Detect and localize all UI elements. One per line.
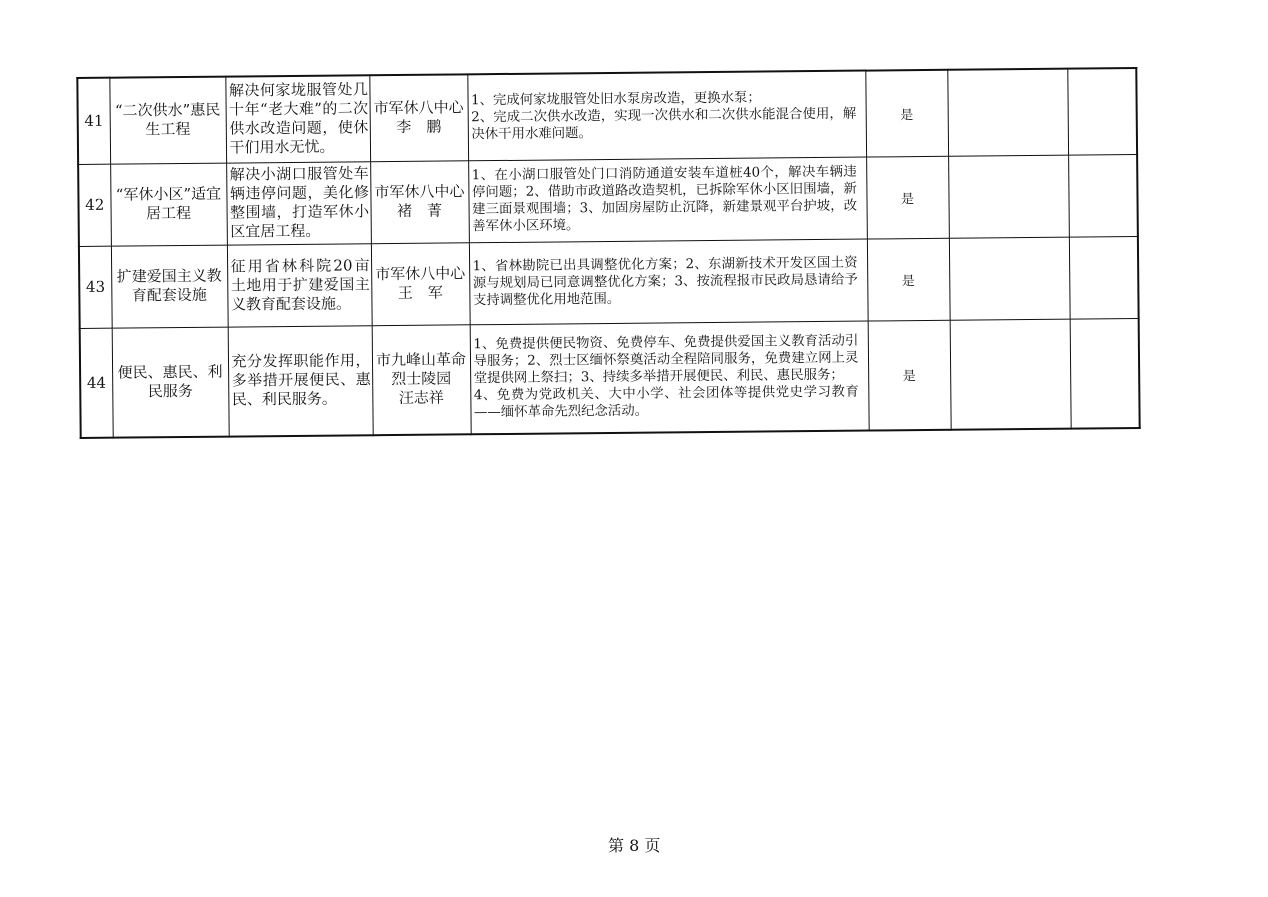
cell-goal: 充分发挥职能作用，多举措开展便民、惠民、利民服务。 (228, 325, 373, 436)
cell-blank (948, 155, 1069, 238)
project-progress-table (76, 67, 1140, 439)
responsible-person: 褚 菁 (396, 201, 443, 220)
cell-progress: 1、省林勘院已出具调整优化方案；2、东湖新技术开发区国土资源与规划局已同意调整优化方案；3、按流程报市民政局恳请给予支持调整优化用地范围。 (469, 239, 868, 325)
cell-number: 42 (78, 164, 111, 246)
cell-blank (947, 69, 1068, 156)
cell-project-name: 扩建爱国主义教育配套设施 (111, 245, 228, 328)
table-row (78, 154, 1138, 246)
cell-progress: 1、在小湖口服管处门口消防通道安装车道桩40个，解决车辆违停问题；2、借助市政道路改造契机，已拆除军休小区旧围墙，新建三面景观围墙；3、加固房屋防止沉降，新建景观平台护坡，改善军休小区环境。 (468, 157, 867, 243)
cell-goal: 解决何家垅服管处几十年“老大难”的二次供水改造问题，使休干们用水无忧。 (225, 75, 370, 162)
cell-number: 43 (79, 246, 112, 328)
cell-number: 44 (80, 328, 113, 438)
responsible-unit: 市军休八中心 (375, 264, 466, 284)
table-row (79, 236, 1139, 328)
cell-blank (1067, 68, 1137, 155)
cell-responsible (369, 74, 468, 161)
cell-blank (949, 237, 1070, 320)
responsible-unit: 市军休八中心 (374, 182, 465, 202)
cell-blank (1069, 236, 1139, 319)
cell-goal: 解决小湖口服管处车辆违停问题，美化修整围墙，打造军休小区宜居工程。 (226, 161, 371, 244)
cell-completed: 是 (868, 320, 951, 431)
cell-goal: 征用省林科院20亩土地用于扩建爱国主义教育配套设施。 (227, 243, 372, 326)
page-number: 第 8 页 (608, 836, 661, 855)
cell-completed: 是 (865, 70, 948, 157)
cell-blank (1068, 154, 1138, 237)
cell-project-name: “军休小区”适宜居工程 (110, 163, 227, 246)
cell-number: 41 (77, 78, 110, 164)
cell-project-name: 便民、惠民、利民服务 (112, 327, 229, 438)
cell-project-name: “二次供水”惠民生工程 (109, 77, 226, 164)
table-row (77, 68, 1137, 164)
responsible-person: 汪志祥 (398, 388, 444, 408)
cell-responsible (371, 242, 470, 325)
cell-blank (1070, 318, 1140, 429)
cell-responsible (372, 324, 471, 435)
cell-completed: 是 (867, 238, 950, 321)
responsible-unit: 市九峰山革命烈士陵园 (375, 350, 467, 389)
table-row (80, 318, 1140, 438)
cell-completed: 是 (866, 156, 949, 239)
cell-progress: 1、完成何家垅服管处旧水泵房改造，更换水泵； 2、完成二次供水改造，实现一次供水和二次供水能混合使用，解决休干用水难问题。 (467, 71, 866, 161)
cell-progress: 1、免费提供便民物资、免费停车、免费提供爱国主义教育活动引导服务；2、烈士区缅怀祭奠活动全程陪同服务，免费建立网上灵堂提供网上祭扫；3、持续多举措开展便民、利民、惠民服务； 4、免费为党政机关、大中小学、社会团体等提供党史学习教育——缅怀革命先烈纪念活动。 (470, 321, 869, 435)
responsible-person: 李 鹏 (396, 117, 442, 137)
cell-responsible (370, 160, 469, 243)
responsible-unit: 市军休八中心 (373, 98, 464, 118)
responsible-person: 王 军 (397, 283, 443, 302)
cell-blank (950, 319, 1071, 430)
